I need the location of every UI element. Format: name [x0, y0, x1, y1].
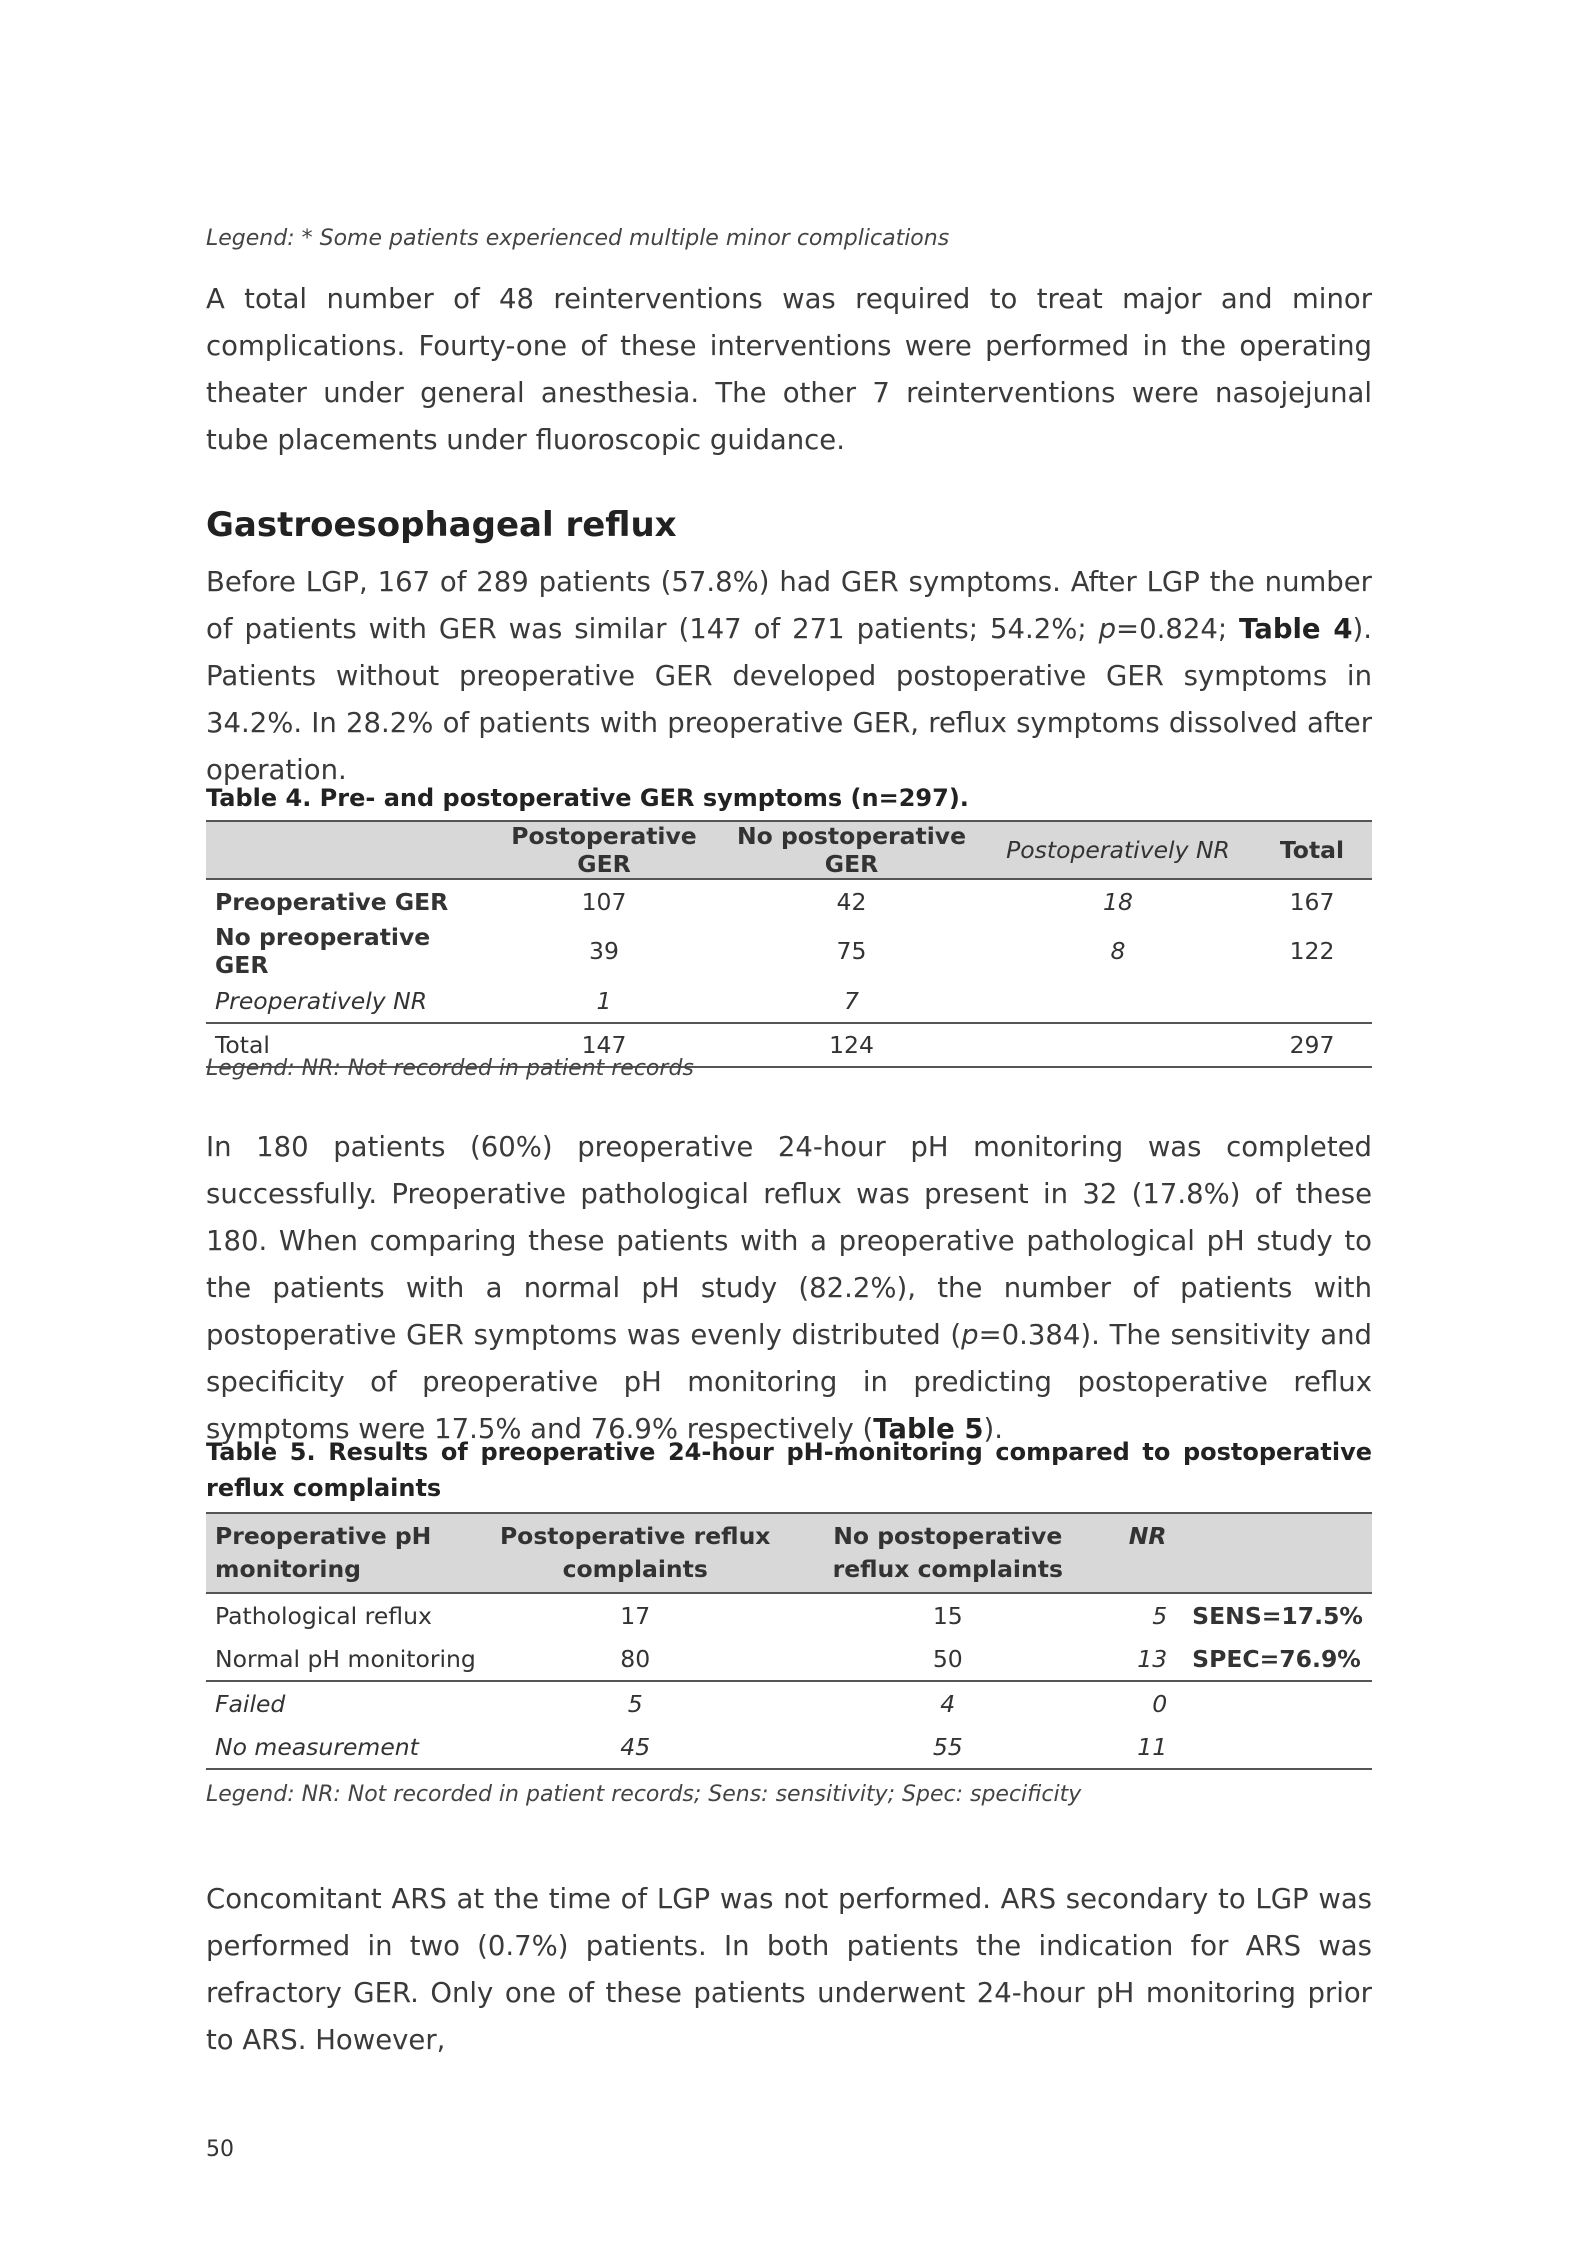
table5	[206, 1512, 1372, 1770]
table5-cell: 5	[1152, 1601, 1168, 1630]
table4-cell: 39	[589, 937, 619, 965]
table5-row	[206, 1681, 1372, 1725]
table4-legend: Legend: NR: Not recorded in patient records	[206, 1056, 694, 1081]
ph-text-2: =0.384). The sensitivity and specificity of preoperative pH monitoring in predicting postoperative reflux symptoms were 17.5% and 76.9% respectively (	[206, 1319, 1372, 1445]
table4-row	[206, 923, 1372, 979]
table5-sensitivity: SENS=17.5%	[1192, 1601, 1363, 1630]
table4-cell	[984, 1023, 1252, 1067]
table4-caption: Table 4. Pre- and postoperative GER symptoms (n=297).	[206, 784, 969, 812]
table4-cell: 18	[1103, 887, 1133, 916]
table4-cell: 7	[844, 986, 859, 1015]
ger-text-2: =0.824;	[1116, 613, 1240, 645]
ars-paragraph: Concomitant ARS at the time of LGP was not performed. ARS secondary to LGP was performed in two (0.7%) patients. In both patients the indication for ARS was refractory GER. Only one of these patients underwent 24-hour pH monitoring prior to ARS. However,	[206, 1883, 1372, 2056]
ph-text-1: In 180 patients (60%) preoperative 24-hour pH monitoring was completed successfully. Preoperative pathological reflux was present in 32 (17.8%) of these 180. When comparing these patients with a preoperative pathological pH study to the patients with a normal pH study (82.2%), the number of patients with postoperative GER symptoms was evenly distributed (	[206, 1131, 1372, 1351]
table5-row	[206, 1637, 1372, 1681]
table4-cell: 1	[596, 986, 612, 1015]
ger-text-3: ). Patients without preoperative GER developed postoperative GER symptoms in 34.2%. In 28.2% of patients with preoperative GER, reflux symptoms dissolved after operation.	[206, 613, 1372, 786]
table5-row-label: No measurement	[215, 1732, 419, 1761]
table4-header: Postoperative GER	[511, 822, 697, 878]
table4-row	[206, 879, 1372, 923]
table4-cell	[984, 979, 1252, 1023]
table5-cell: 15	[932, 1601, 963, 1630]
table5-reference: Table 5	[873, 1413, 984, 1445]
table4-cell: 297	[1289, 1031, 1335, 1059]
p-value-symbol: p	[1098, 613, 1117, 645]
table4-row-label: Total	[215, 1031, 270, 1059]
table5-header-row	[206, 1513, 1372, 1593]
table4-cell: 122	[1289, 937, 1335, 965]
table4-cell	[1252, 979, 1372, 1023]
table5-header	[1183, 1513, 1372, 1593]
table5-row	[206, 1593, 1372, 1637]
ph-text-3: ).	[983, 1413, 1003, 1445]
table5-cell: 50	[932, 1644, 963, 1673]
table5-row-label: Failed	[215, 1689, 286, 1718]
table4-row-label: Preoperatively NR	[215, 986, 428, 1015]
table5-cell: 11	[1137, 1732, 1168, 1761]
table5-cell: 45	[620, 1732, 651, 1761]
table5-cell: 0	[1152, 1689, 1168, 1718]
table5-header: Postoperative reflux complaints	[499, 1522, 771, 1583]
table4-header-empty	[206, 821, 489, 879]
complications-legend: Legend: * Some patients experienced multiple minor complications	[206, 226, 950, 251]
table5-cell: 55	[932, 1732, 963, 1761]
table5-header: NR	[1128, 1522, 1167, 1550]
table4-row-label: No preoperative GER	[215, 923, 431, 979]
section-heading: Gastroesophageal reflux	[206, 505, 677, 545]
table5-row-label: Normal pH monitoring	[215, 1644, 476, 1673]
table5-cell: 5	[627, 1689, 643, 1718]
table4-cell: 75	[836, 937, 867, 965]
table5-cell: 80	[620, 1644, 651, 1673]
table5-row	[206, 1725, 1372, 1769]
table5-header: Preoperative pH monitoring	[215, 1522, 432, 1583]
table4-header: Total	[1279, 836, 1345, 864]
ger-paragraph	[206, 559, 1372, 794]
ger-text-1: Before LGP, 167 of 289 patients (57.8%) had GER symptoms. After LGP the number of patients with GER was similar (147 of 271 patients; 54.2%;	[206, 566, 1372, 645]
table5-cell	[1183, 1725, 1372, 1769]
table4-row	[206, 979, 1372, 1023]
table4-header-row	[206, 821, 1372, 879]
table4-cell: 147	[581, 1031, 627, 1059]
table5-cell: 17	[620, 1601, 651, 1630]
table5-row-label: Pathological reflux	[215, 1601, 432, 1630]
table4-header: No postoperative GER	[736, 822, 967, 878]
table4-reference: Table 4	[1239, 613, 1353, 645]
table4	[206, 820, 1372, 1068]
table4-cell: 167	[1289, 887, 1335, 916]
table4-header: Postoperatively NR	[1006, 836, 1230, 864]
table5-caption: Table 5. Results of preoperative 24-hour pH-monitoring compared to postoperative reflux complaints	[206, 1438, 1372, 1502]
table5-specificity: SPEC=76.9%	[1192, 1644, 1361, 1673]
table4-row-label: Preoperative GER	[215, 887, 449, 916]
reinterventions-paragraph: A total number of 48 reinterventions was required to treat major and minor complications. Fourty-one of these interventions were performed in the operating theater under general anesthesia. The other 7 reinterventions were nasojejunal tube placements under fluoroscopic guidance.	[206, 283, 1372, 456]
table5-cell: 13	[1137, 1644, 1168, 1673]
table5-header: No postoperative reflux complaints	[832, 1522, 1063, 1583]
table4-cell: 8	[1110, 937, 1126, 965]
table4-cell: 107	[581, 887, 627, 916]
table5-legend: Legend: NR: Not recorded in patient records; Sens: sensitivity; Spec: specificity	[206, 1782, 1082, 1807]
table5-cell: 4	[940, 1689, 956, 1718]
table4-cell: 124	[829, 1031, 874, 1059]
p-value-symbol: p	[961, 1319, 979, 1351]
table5-cell	[1183, 1681, 1372, 1725]
page-number: 50	[206, 2137, 234, 2162]
table4-cell: 42	[836, 887, 867, 916]
ph-monitoring-paragraph	[206, 1124, 1372, 1453]
